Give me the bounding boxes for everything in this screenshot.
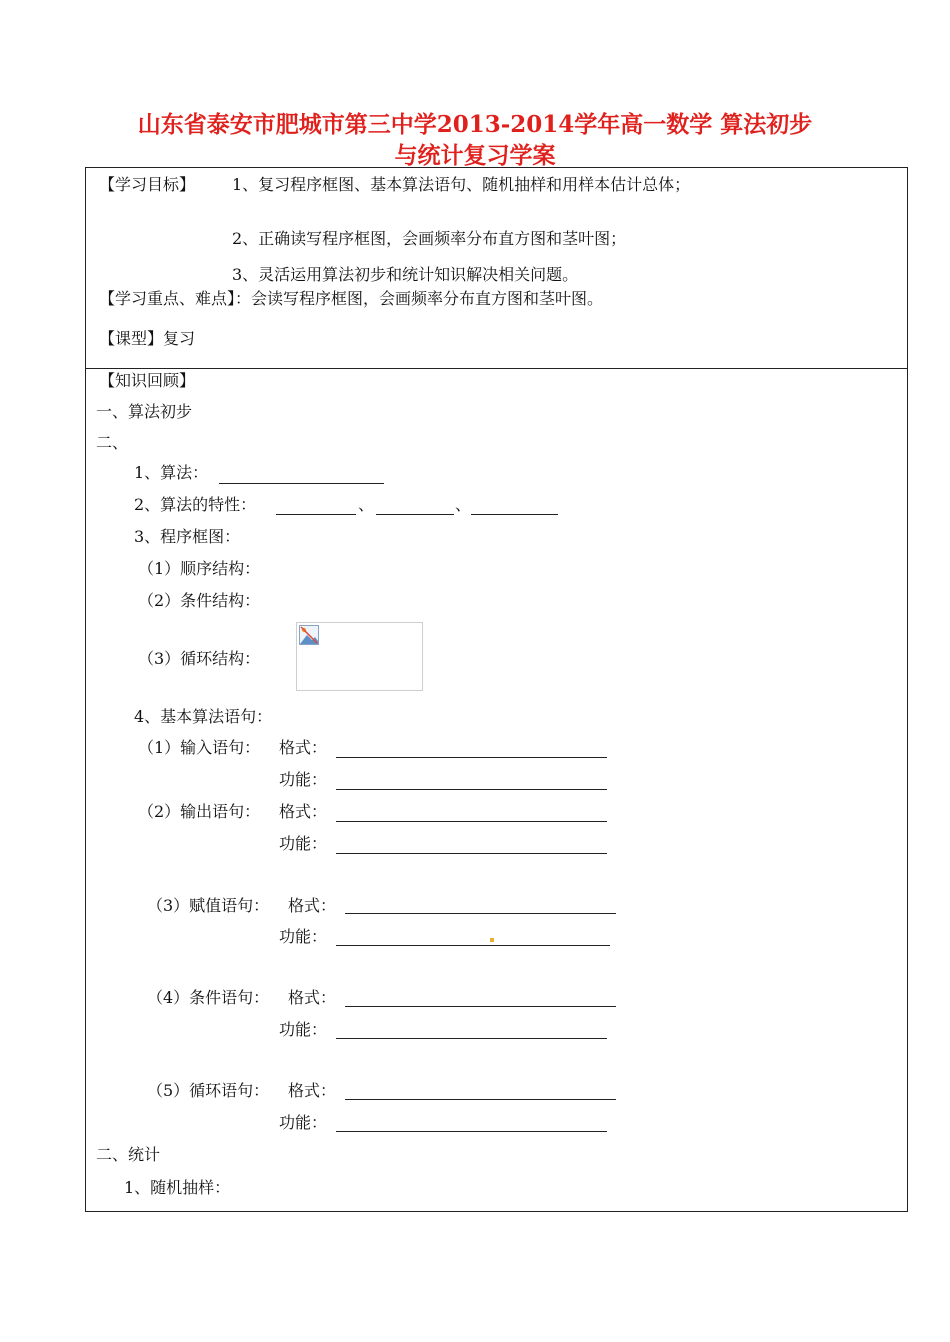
goal-1: 1、复习程序框图、基本算法语句、随机抽样和用样本估计总体；	[232, 175, 691, 194]
blank-input-format[interactable]	[336, 757, 607, 758]
keypoints-line	[99, 288, 603, 310]
loop-format-label: 格式：	[288, 1081, 337, 1100]
blank-output-function[interactable]	[336, 853, 607, 854]
loop-structure-image-placeholder	[296, 622, 423, 691]
assign-format-label: 格式：	[288, 896, 337, 915]
output-statement-label: （2）输出语句：	[138, 802, 261, 821]
cond-format-label: 格式：	[288, 988, 337, 1007]
input-function-label: 功能：	[279, 770, 328, 789]
blank-assign-function[interactable]	[336, 945, 610, 946]
item-algorithm-properties: 2、算法的特性：	[134, 495, 257, 514]
keypoints-text: ：会读写程序框图，会画频率分布直方图和茎叶图。	[235, 289, 604, 308]
blank-property-3[interactable]	[471, 514, 558, 515]
loop-structure: （3）循环结构：	[138, 649, 261, 668]
blank-algorithm[interactable]	[219, 483, 384, 484]
item-random-sampling: 1、随机抽样：	[124, 1178, 231, 1197]
keypoints-label: 【学习重点、难点】	[99, 289, 236, 308]
property-separator-1: 、	[358, 495, 375, 514]
blank-property-2[interactable]	[376, 514, 454, 515]
conditional-structure: （2）条件结构：	[138, 591, 261, 610]
output-format-label: 格式：	[279, 802, 328, 821]
blank-assign-format[interactable]	[345, 913, 616, 914]
review-label: 【知识回顾】	[99, 371, 196, 390]
lesson-type-label: 【课型】	[99, 329, 164, 348]
sequence-structure: （1）顺序结构：	[138, 559, 261, 578]
document-title-line-1: 山东省泰安市肥城市第三中学2013-2014学年高一数学 算法初步	[137, 111, 813, 138]
lesson-type-value: 复习	[163, 329, 196, 348]
input-format-label: 格式：	[279, 738, 328, 757]
stray-mark	[490, 938, 494, 942]
loop-statement-label: （5）循环语句：	[147, 1081, 270, 1100]
blank-input-function[interactable]	[336, 789, 607, 790]
blank-loop-format[interactable]	[345, 1099, 616, 1100]
broken-image-icon	[299, 625, 319, 645]
blank-cond-format[interactable]	[345, 1006, 616, 1007]
cond-function-label: 功能：	[279, 1020, 328, 1039]
blank-output-format[interactable]	[336, 821, 607, 822]
document-title-line-2: 与统计复习学案	[394, 142, 556, 169]
item-basic-statements: 4、基本算法语句：	[134, 707, 273, 726]
section-algorithm: 一、算法初步	[96, 402, 193, 421]
blank-property-1[interactable]	[276, 514, 356, 515]
blank-loop-function[interactable]	[336, 1131, 607, 1132]
lesson-type-line	[99, 328, 195, 350]
loop-function-label: 功能：	[279, 1113, 328, 1132]
assign-statement-label: （3）赋值语句：	[147, 896, 270, 915]
section-statistics: 二、统计	[96, 1145, 161, 1164]
input-statement-label: （1）输入语句：	[138, 738, 261, 757]
assign-function-label: 功能：	[279, 927, 328, 946]
goal-3: 3、灵活运用算法初步和统计知识解决相关问题。	[232, 265, 579, 284]
cond-statement-label: （4）条件语句：	[147, 988, 270, 1007]
goal-2: 2、正确读写程序框图，会画频率分布直方图和茎叶图；	[232, 229, 627, 248]
section-two: 二、	[96, 433, 129, 452]
blank-cond-function[interactable]	[336, 1038, 607, 1039]
property-separator-2: 、	[455, 495, 472, 514]
output-function-label: 功能：	[279, 834, 328, 853]
item-algorithm: 1、算法：	[134, 463, 209, 482]
goals-label: 【学习目标】	[99, 175, 196, 194]
item-flowchart: 3、程序框图：	[134, 527, 241, 546]
